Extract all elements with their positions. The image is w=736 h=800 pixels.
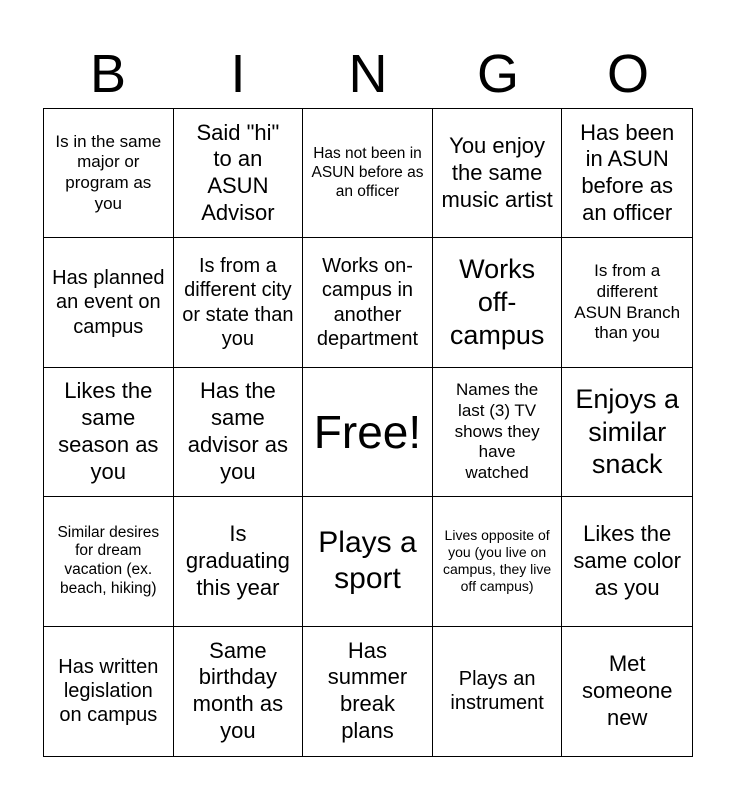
bingo-cell-r1-c1[interactable] (44, 109, 174, 238)
bingo-cell-r1-c2[interactable] (174, 109, 304, 238)
cell-text: Lives opposite of you (you live on campus, they live off campus) (443, 527, 552, 595)
cell-text: Likes the same color as you (573, 521, 681, 600)
bingo-cell-r1-c3[interactable] (303, 109, 433, 238)
cell-text: Met someone new (581, 651, 673, 730)
bingo-header (43, 40, 693, 108)
cell-text: Same birthday month as you (192, 637, 284, 744)
bingo-cell-r4-c2[interactable] (174, 497, 304, 626)
bingo-cell-r3-c2[interactable] (174, 368, 304, 497)
bingo-cell-r5-c3[interactable] (303, 627, 433, 756)
header-letter-b: B (89, 44, 127, 104)
bingo-cell-r5-c1[interactable] (44, 627, 174, 756)
cell-text: Has planned an event on campus (52, 267, 165, 338)
header-letter-g: G (476, 44, 519, 104)
cell-text: Enjoys a similar snack (575, 383, 679, 480)
bingo-cell-r2-c5[interactable] (562, 238, 692, 367)
header-letter-n: N (348, 44, 388, 104)
cell-text: You enjoy the same music artist (441, 132, 553, 212)
header-letter-o: O (606, 44, 649, 104)
cell-text: Works on-campus in another department (316, 254, 419, 350)
bingo-cell-r3-c4[interactable] (433, 368, 563, 497)
header-letter-i: I (230, 44, 246, 104)
bingo-cell-r3-c1[interactable] (44, 368, 174, 497)
bingo-cell-r5-c4[interactable] (433, 627, 563, 756)
cell-text: Has the same advisor as you (187, 378, 289, 484)
cell-text: Likes the same season as you (58, 378, 159, 484)
cell-text: Works off-campus (449, 254, 545, 351)
cell-text: Is from a different city or state than you (182, 254, 294, 350)
cell-text: Plays a sport (318, 525, 417, 596)
bingo-cell-r4-c4[interactable] (433, 497, 563, 626)
cell-text: Is in the same major or program as you (55, 131, 162, 213)
bingo-cell-r2-c4[interactable] (433, 238, 563, 367)
cell-text: Has not been in ASUN before as an officer (311, 144, 424, 200)
cell-text: Has been in ASUN before as an officer (580, 119, 675, 226)
bingo-cell-r2-c3[interactable] (303, 238, 433, 367)
cell-text: Is from a different ASUN Branch than you (574, 261, 681, 343)
bingo-cell-free[interactable] (303, 368, 433, 497)
cell-text: Plays an instrument (450, 667, 544, 715)
bingo-cell-r5-c2[interactable] (174, 627, 304, 756)
bingo-cell-r1-c5[interactable] (562, 109, 692, 238)
bingo-cell-r4-c1[interactable] (44, 497, 174, 626)
cell-text: Has summer break plans (327, 637, 408, 744)
bingo-board (43, 108, 693, 757)
cell-text: Similar desires for dream vacation (ex. beach, hiking) (57, 523, 160, 598)
bingo-cell-r5-c5[interactable] (562, 627, 692, 756)
bingo-cell-r1-c4[interactable] (433, 109, 563, 238)
bingo-cell-r4-c5[interactable] (562, 497, 692, 626)
cell-text: Names the last (3) TV shows they have watched (454, 380, 540, 483)
cell-text: Free! (313, 405, 422, 458)
bingo-cell-r2-c2[interactable] (174, 238, 304, 367)
cell-text: Has written legislation on campus (58, 655, 159, 727)
cell-text: Said "hi" to an ASUN Advisor (196, 119, 280, 226)
cell-text: Is graduating this year (185, 521, 290, 600)
bingo-cell-r3-c5[interactable] (562, 368, 692, 497)
bingo-cell-r4-c3[interactable] (303, 497, 433, 626)
bingo-cell-r2-c1[interactable] (44, 238, 174, 367)
